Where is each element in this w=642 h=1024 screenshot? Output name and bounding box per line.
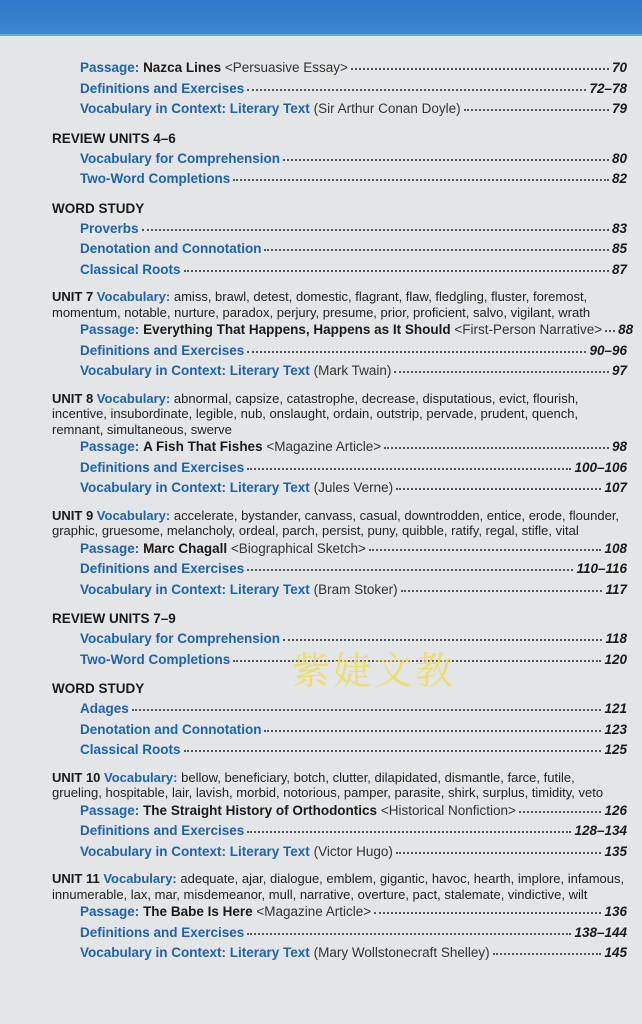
- toc-entry-literary-text[interactable]: [52, 361, 627, 382]
- page-number: 136: [604, 904, 627, 919]
- unit-number: UNIT 11: [52, 871, 100, 886]
- entry-label: Vocabulary in Context: Literary Text: [80, 480, 310, 495]
- page-number: 100–106: [574, 459, 627, 475]
- dot-leader: [247, 831, 571, 833]
- entry-label: Definitions and Exercises: [80, 561, 245, 576]
- toc-entry-denotation[interactable]: [52, 239, 627, 260]
- page-number: 121: [604, 701, 627, 716]
- entry-title: Nazca Lines: [143, 60, 222, 75]
- entry-label: Passage:: [80, 439, 140, 454]
- unit-7-vocabulary: [52, 289, 627, 320]
- entry-author: (Victor Hugo): [313, 843, 393, 859]
- dot-leader: [184, 270, 609, 272]
- toc-entry-literary-text[interactable]: [52, 580, 627, 601]
- entry-label: Passage:: [80, 904, 140, 919]
- vocabulary-words: abnormal, capsize, catastrophe, decrease, disputatious, evict, flourish, incentive, insubordinate, legible, nub, onslaught, ordain, outstrip, pervade, prudent, quench, remnant, simultaneous, swerve: [52, 390, 579, 437]
- section-heading-word-study: WORD STUDY: [52, 200, 145, 216]
- entry-label: Definitions and Exercises: [80, 342, 245, 358]
- page-number: 82: [611, 171, 627, 186]
- entry-label: Two-Word Completions: [80, 651, 231, 667]
- toc-entry-literary-text[interactable]: [52, 842, 627, 863]
- dot-leader: [464, 109, 609, 111]
- entry-label: Vocabulary in Context: Literary Text: [80, 843, 310, 859]
- unit-11-vocabulary: [52, 871, 627, 902]
- unit-number: UNIT 9: [52, 507, 94, 523]
- page-number: 85: [611, 241, 627, 256]
- vocabulary-label: Vocabulary:: [103, 871, 177, 886]
- dot-leader: [384, 447, 609, 449]
- entry-author: (Sir Arthur Conan Doyle): [313, 101, 461, 116]
- unit-10-vocabulary: [52, 770, 627, 801]
- page-number: 108: [604, 540, 627, 556]
- vocabulary-words: accelerate, bystander, canvass, casual, downtrodden, entice, erode, flounder, graphic, gruesome, melancholy, ordeal, parch, persist, puny, quibble, ratify, regal, stifle, vital: [52, 507, 620, 538]
- page-number: 138–144: [574, 924, 627, 940]
- page-number: 126: [604, 802, 627, 818]
- dot-leader: [247, 569, 573, 571]
- entry-genre: <First-Person Narrative>: [454, 322, 603, 337]
- entry-genre: <Persuasive Essay>: [224, 60, 348, 75]
- section-heading-word-study: WORD STUDY: [52, 681, 145, 696]
- toc-entry-classical-roots[interactable]: [52, 260, 627, 281]
- toc-entry-definitions[interactable]: [52, 458, 627, 479]
- dot-leader: [396, 488, 601, 490]
- page-number: 110–116: [576, 561, 627, 576]
- vocabulary-label: Vocabulary:: [96, 390, 171, 406]
- unit-number: UNIT 7: [52, 289, 94, 304]
- vocabulary-words: adequate, ajar, dialogue, emblem, gigantic, havoc, hearth, implore, infamous, innumerable, lax, mar, misdemeanor, mull, narrative, overture, pact, stalemate, vindictive, wilt: [52, 871, 625, 902]
- entry-label: Definitions and Exercises: [80, 823, 245, 838]
- toc-entry-proverbs[interactable]: [52, 219, 627, 240]
- table-of-contents: [52, 58, 634, 964]
- dot-leader: [394, 371, 609, 373]
- dot-leader: [184, 750, 602, 752]
- entry-label: Vocabulary in Context: Literary Text: [80, 101, 310, 116]
- entry-label: Proverbs: [80, 220, 139, 236]
- entry-genre: <Biographical Sketch>: [230, 540, 366, 556]
- entry-author: (Jules Verne): [313, 480, 394, 495]
- vocabulary-label: Vocabulary:: [96, 289, 171, 304]
- toc-entry-passage[interactable]: [52, 902, 627, 923]
- toc-entry-passage[interactable]: [52, 539, 627, 560]
- dot-leader: [605, 330, 615, 332]
- page-number: 87: [611, 261, 627, 277]
- page-number: 123: [604, 721, 627, 737]
- page-number: 70: [611, 60, 627, 75]
- page-number: 145: [604, 945, 627, 960]
- entry-label: Two-Word Completions: [80, 171, 231, 186]
- toc-entry-passage[interactable]: [52, 437, 627, 458]
- page-number: 117: [605, 581, 627, 597]
- entry-genre: <Magazine Article>: [266, 439, 382, 454]
- dot-leader: [369, 549, 602, 551]
- entry-label: Passage:: [80, 802, 140, 818]
- dot-leader: [374, 912, 601, 914]
- entry-author: (Mary Wollstonecraft Shelley): [313, 945, 490, 960]
- toc-entry-definitions[interactable]: [52, 559, 627, 580]
- entry-label: Vocabulary in Context: Literary Text: [80, 581, 310, 597]
- toc-entry-denotation[interactable]: [52, 720, 627, 741]
- page-number: 107: [604, 480, 627, 495]
- watermark-text: 紫婕文教: [292, 649, 457, 693]
- entry-author: (Bram Stoker): [313, 581, 398, 597]
- page-number: 80: [611, 150, 627, 166]
- toc-entry-two-word[interactable]: [52, 169, 627, 190]
- toc-entry-literary-text[interactable]: [52, 99, 627, 120]
- section-heading-review-4-6: REVIEW UNITS 4–6: [52, 130, 176, 146]
- page-number: 125: [604, 742, 627, 757]
- entry-label: Vocabulary for Comprehension: [80, 150, 281, 166]
- toc-entry-definitions[interactable]: [52, 341, 627, 362]
- vocabulary-words: bellow, beneficiary, botch, clutter, dilapidated, dismantle, farce, futile, grueling, hospitable, lair, lavish, morbid, notorious, pamper, parasite, shirk, surplus, timidity, veto: [52, 769, 604, 800]
- entry-label: Definitions and Exercises: [80, 924, 245, 940]
- page-number: 72–78: [589, 80, 627, 96]
- entry-label: Passage:: [80, 322, 140, 337]
- top-color-band: [0, 0, 642, 36]
- dot-leader: [283, 159, 609, 161]
- unit-8-vocabulary: [52, 391, 627, 438]
- dot-leader: [233, 179, 609, 181]
- entry-title: Marc Chagall: [143, 540, 228, 556]
- unit-number: UNIT 8: [52, 390, 94, 406]
- page-number: 79: [611, 101, 627, 116]
- entry-genre: <Historical Nonfiction>: [380, 802, 516, 818]
- page-number: 120: [604, 651, 627, 667]
- toc-entry-definitions[interactable]: [52, 79, 627, 100]
- dot-leader: [247, 468, 571, 470]
- entry-label: Vocabulary in Context: Literary Text: [80, 363, 310, 378]
- entry-label: Definitions and Exercises: [80, 80, 245, 96]
- toc-entry-literary-text[interactable]: [52, 478, 627, 499]
- vocabulary-words: amiss, brawl, detest, domestic, flagrant, flaw, fledgling, fluster, foremost, momentum, notable, nurture, paradox, perjury, presume, prior, proficient, salvo, vigilant, wrath: [52, 289, 591, 320]
- page-number: 118: [605, 631, 627, 646]
- toc-entry-adages[interactable]: [52, 699, 627, 720]
- toc-entry-definitions[interactable]: [52, 923, 627, 944]
- page-number: 135: [604, 843, 627, 859]
- vocabulary-label: Vocabulary:: [96, 507, 171, 523]
- dot-leader: [264, 249, 608, 251]
- vocabulary-label: Vocabulary:: [104, 769, 178, 785]
- entry-label: Vocabulary for Comprehension: [80, 631, 281, 646]
- entry-label: Vocabulary in Context: Literary Text: [80, 945, 310, 960]
- section-heading-review-7-9: REVIEW UNITS 7–9: [52, 611, 176, 626]
- toc-entry-passage[interactable]: [52, 58, 627, 79]
- toc-entry-literary-text[interactable]: [52, 943, 627, 964]
- entry-label: Adages: [80, 701, 129, 716]
- toc-entry-comprehension[interactable]: [52, 149, 627, 170]
- entry-author: (Mark Twain): [313, 363, 392, 378]
- toc-entry-passage[interactable]: [52, 320, 634, 341]
- dot-leader: [519, 811, 602, 813]
- page-number: 83: [611, 220, 627, 236]
- entry-label: Definitions and Exercises: [80, 459, 245, 475]
- dot-leader: [247, 351, 586, 353]
- entry-label: Classical Roots: [80, 742, 181, 757]
- dot-leader: [351, 68, 609, 70]
- entry-title: The Straight History of Orthodontics: [143, 802, 378, 818]
- entry-label: Passage:: [80, 60, 140, 75]
- entry-genre: <Magazine Article>: [256, 904, 372, 919]
- toc-entry-definitions[interactable]: [52, 821, 627, 842]
- entry-title: Everything That Happens, Happens as It Should: [143, 322, 451, 337]
- dot-leader: [247, 89, 586, 91]
- entry-title: The Babe Is Here: [143, 904, 253, 919]
- page-number: 88: [618, 322, 634, 337]
- entry-title: A Fish That Fishes: [143, 439, 263, 454]
- dot-leader: [264, 730, 601, 732]
- page-number: 98: [611, 439, 627, 454]
- page-number: 97: [611, 363, 627, 378]
- entry-label: Denotation and Connotation: [80, 241, 262, 256]
- entry-label: Classical Roots: [80, 261, 181, 277]
- page-number: 90–96: [589, 342, 627, 358]
- dot-leader: [142, 229, 609, 231]
- dot-leader: [247, 933, 571, 935]
- dot-leader: [132, 709, 602, 711]
- dot-leader: [493, 953, 602, 955]
- unit-9-vocabulary: [52, 508, 627, 539]
- page-number: 128–134: [574, 823, 627, 838]
- dot-leader: [401, 590, 603, 592]
- toc-entry-classical-roots[interactable]: [52, 740, 627, 761]
- entry-label: Passage:: [80, 540, 140, 556]
- dot-leader: [396, 852, 602, 854]
- toc-entry-passage[interactable]: [52, 801, 627, 822]
- entry-label: Denotation and Connotation: [80, 721, 262, 737]
- unit-number: UNIT 10: [52, 769, 101, 785]
